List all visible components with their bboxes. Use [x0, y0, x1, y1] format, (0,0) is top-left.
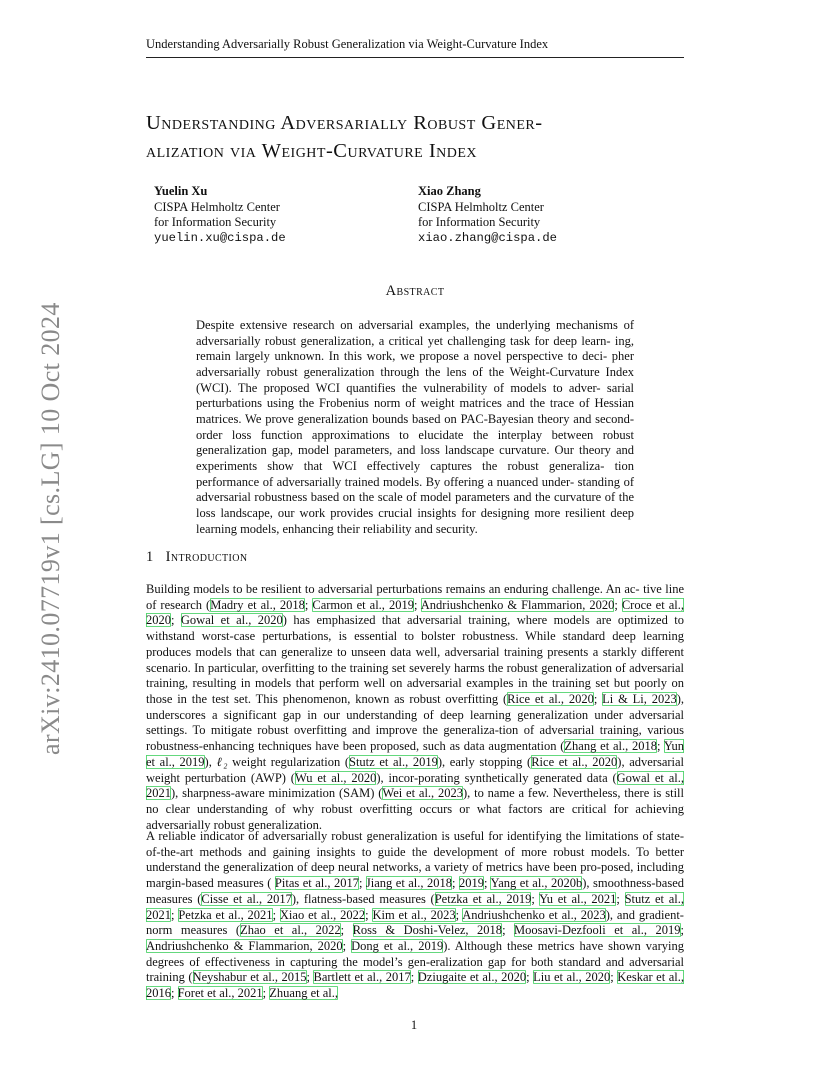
citation-link[interactable]: Neyshabur et al., 2015 [192, 970, 307, 985]
citation-link[interactable]: Bartlett et al., 2017 [313, 970, 411, 985]
page-number: 1 [410, 1018, 418, 1032]
citation-link[interactable]: Kim et al., 2023 [372, 907, 456, 922]
math-symbol: ℓ₂ [216, 754, 228, 769]
paragraph-text: ; [306, 970, 314, 985]
paragraph-text: ). Although these metrics have shown varying degrees of effectiveness in capturing the model’s gen-eralization gap for both standard and adversarial training ( [146, 939, 684, 985]
citation-link[interactable]: Moosavi-Dezfooli et al., 2019 [514, 923, 681, 938]
citation-link[interactable]: 2019 [458, 876, 484, 891]
paragraph-text: ), adversarial weight perturbation (AWP) ( [146, 754, 685, 785]
citation-link[interactable]: Andriushchenko & Flammarion, 2020 [420, 597, 615, 612]
abstract-line: theory and experiments show that WCI effectively captures the robust generaliza- [196, 443, 634, 473]
paragraph-text: ), [204, 754, 217, 769]
paragraph-text: ; [680, 923, 684, 938]
citation-link[interactable]: Gowal et al., 2020 [180, 613, 283, 628]
paragraph-text: ; [614, 597, 622, 612]
author-affiliation: CISPA Helmholtz Center [154, 199, 280, 214]
paragraph-text: ; [171, 907, 179, 922]
paragraph-text: ; [502, 923, 515, 938]
citation-link[interactable]: Madry et al., 2018 [210, 597, 305, 612]
title-line-1: Understanding Adversarially Robust Gener- [146, 112, 543, 134]
abstract-line: curvature of the loss landscape, our work provides crucial insights for designing [196, 490, 634, 520]
citation-link[interactable]: Petzka et al., 2019 [434, 891, 532, 906]
citation-link[interactable]: Stutz et al., 2021 [146, 891, 684, 922]
intro-paragraph-1 [146, 582, 684, 834]
paragraph-text: ), to name a few. Nevertheless, there is still no clear understanding of why robust overfitting occurs or what factors are critical for achieving adversarially robust generalization. [146, 786, 685, 832]
author-block-1 [154, 184, 286, 246]
author-email[interactable]: yuelin.xu@cispa.de [154, 230, 286, 245]
citation-link[interactable]: Wu et al., 2020 [294, 770, 377, 785]
paragraph-text: ; [340, 923, 353, 938]
paragraph-text: weight regularization ( [227, 754, 349, 769]
running-head: Understanding Adversarially Robust Generalization via Weight-Curvature Index [146, 36, 684, 58]
abstract-line: tion performance of adversarially trained models. By offering a nuanced under- [196, 458, 635, 489]
citation-link[interactable]: Foret et al., 2021 [177, 986, 263, 1001]
paragraph-text: ; [455, 907, 463, 922]
paragraph-text: ; [365, 907, 373, 922]
abstract-line: more resilient deep learning models, enhancing their reliability and security. [196, 505, 635, 536]
citation-link[interactable]: Dong et al., 2019 [351, 939, 444, 954]
citation-link[interactable]: Ross & Doshi-Velez, 2018 [352, 923, 503, 938]
paragraph-text: ; [304, 597, 313, 612]
paragraph-text: ; [593, 692, 603, 707]
abstract-line: adversarially robust generalization, a critical yet challenging task for deep learn- [196, 333, 611, 348]
citation-link[interactable]: Zhuang et al., [269, 986, 339, 1001]
paragraph-text: ), early stopping ( [437, 754, 532, 769]
paragraph-text: ) has emphasized that adversarial training, where models are optimized to withstand worst-case perturbations, is essential to bolster robustness. While standard deep learning produces models that can generalize to unseen data well, adversarial training presents a starkly different scenario. In particular, overfitting to the training set severely harms the robust generalization of adversarial training, resulting in models that perform well on adversarial examples in the training set but poorly on those in the test set. This phenomenon, known as robust overfitting ( [146, 613, 684, 707]
citation-link[interactable]: Pitas et al., 2017 [274, 876, 359, 891]
abstract-line: ing, remain largely unknown. In this work, we propose a novel perspective to deci- [196, 333, 634, 364]
citation-link[interactable]: Gowal et al., 2021 [146, 770, 684, 801]
citation-link[interactable]: Liu et al., 2020 [533, 970, 611, 985]
citation-link[interactable]: Jiang et al., 2018 [365, 876, 453, 891]
paragraph-text: ; [526, 970, 534, 985]
citation-link[interactable]: Petzka et al., 2021 [178, 907, 273, 922]
citation-link[interactable]: Rice et al., 2020 [507, 692, 594, 707]
paragraph-text: ; [171, 613, 181, 628]
author-affiliation: for Information Security [418, 215, 541, 229]
paragraph-text: ), smoothness-based measures ( [146, 876, 684, 906]
arxiv-identifier-stamp[interactable]: arXiv:2410.07719v1 [cs.LG] 10 Oct 2024 [36, 302, 65, 755]
paragraph-text: ), underscores a significant gap in our understanding of deep learning generalization under adversarial settings. To mitigate robust overfitting and improve the generaliza-tion of adversarial training, various robustness-enhancing techniques have been proposed, such as data augmentation ( [146, 692, 684, 754]
section-title: Introduction [165, 549, 248, 565]
citation-link[interactable]: Dziugaite et al., 2020 [417, 970, 527, 985]
abstract-line: standing of adversarial robustness based on the scale of model parameters and the [196, 474, 634, 505]
abstract-line: pher adversarially robust generalization through the lens of the Weight-Curvature [196, 349, 635, 379]
citation-link[interactable]: Cisse et al., 2017 [201, 891, 292, 906]
paragraph-text: ; [483, 876, 491, 891]
abstract-body [196, 318, 634, 537]
paragraph-text: ; [171, 986, 178, 1001]
paragraph-text: ; [531, 891, 540, 906]
intro-paragraph-2 [146, 829, 684, 1002]
paragraph-text: ; [410, 970, 418, 985]
abstract-line: Hessian matrices. We prove generalization bounds based on PAC-Bayesian theory [196, 396, 635, 426]
citation-link[interactable]: Rice et al., 2020 [531, 754, 618, 769]
paragraph-text: ; [616, 891, 625, 906]
paragraph-text: ), sharpness-aware minimization (SAM) ( [171, 786, 383, 801]
author-block-2 [418, 184, 557, 246]
abstract-line: sarial perturbations using the Frobenius norm of weight matrices and the trace of [196, 380, 634, 411]
paragraph-text: ; [342, 939, 352, 954]
abstract-line: Despite extensive research on adversarial examples, the underlying mechanisms of [196, 318, 634, 332]
paragraph-text: ; [657, 739, 664, 754]
citation-link[interactable]: Andriushchenko & Flammarion, 2020 [146, 939, 343, 954]
section-number: 1 [146, 549, 154, 565]
paragraph-text: A reliable indicator of adversarially robust generalization is useful for identifying the limitations of state-of-the-art methods and gaining insights to guide the development of more robust models. To better understand the generalization of deep neural networks, a variety of metrics have been pro-posed, including margin-based measures ( [146, 829, 684, 891]
author-email[interactable]: xiao.zhang@cispa.de [418, 230, 557, 245]
citation-link[interactable]: Keskar et al., 2016 [146, 970, 684, 1001]
citation-link[interactable]: Zhang et al., 2018 [564, 739, 658, 754]
paragraph-text: ; [262, 986, 270, 1001]
citation-link[interactable]: Stutz et al., 2019 [349, 754, 438, 769]
citation-link[interactable]: Xiao et al., 2022 [279, 907, 366, 922]
abstract-heading: Abstract [385, 283, 445, 299]
citation-link[interactable]: Andriushchenko et al., 2023 [462, 907, 606, 922]
paragraph-text: ; [413, 597, 421, 612]
paragraph-text: tive line of research ( [146, 582, 684, 612]
abstract-line: and second-order loss function approximations to elucidate the interplay between [196, 411, 635, 442]
citation-link[interactable]: Li & Li, 2023 [602, 692, 677, 707]
citation-link[interactable]: Wei et al., 2023 [382, 786, 463, 801]
abstract-line: Index (WCI). The proposed WCI quantifies the vulnerability of models to adver- [196, 364, 635, 395]
paragraph-text: ; [452, 876, 459, 891]
title-line-2: alization via Weight-Curvature Index [146, 140, 478, 162]
paragraph-text: ), and gradient-norm measures ( [146, 907, 684, 938]
abstract-line: robust generalization gap, model parameters, and loss landscape curvature. Our [196, 427, 634, 458]
author-affiliation: for Information Security [154, 215, 277, 229]
paragraph-text: ; [610, 970, 618, 985]
citation-link[interactable]: Yu et al., 2021 [539, 891, 617, 906]
author-affiliation: CISPA Helmholtz Center [418, 199, 544, 214]
citation-link[interactable]: Croce et al., 2020 [146, 597, 684, 628]
citation-link[interactable]: Yang et al., 2020b [490, 876, 583, 891]
citation-link[interactable]: Zhao et al., 2022 [240, 923, 341, 938]
citation-link[interactable]: Yun et al., 2019 [146, 739, 685, 769]
paragraph-text: ), incor-porating synthetically generated data ( [376, 770, 617, 785]
citation-link[interactable]: Carmon et al., 2019 [312, 597, 414, 612]
paragraph-text: ), flatness-based measures ( [291, 891, 435, 906]
paragraph-text: Building models to be resilient to adversarial perturbations remains an enduring challenge. An ac- [146, 582, 640, 596]
paragraph-text: ; [272, 907, 280, 922]
paper-title [146, 109, 691, 165]
author-name: Xiao Zhang [418, 184, 481, 198]
section-heading-introduction [146, 549, 248, 566]
paragraph-text: ; [358, 876, 366, 891]
author-name: Yuelin Xu [154, 184, 208, 198]
